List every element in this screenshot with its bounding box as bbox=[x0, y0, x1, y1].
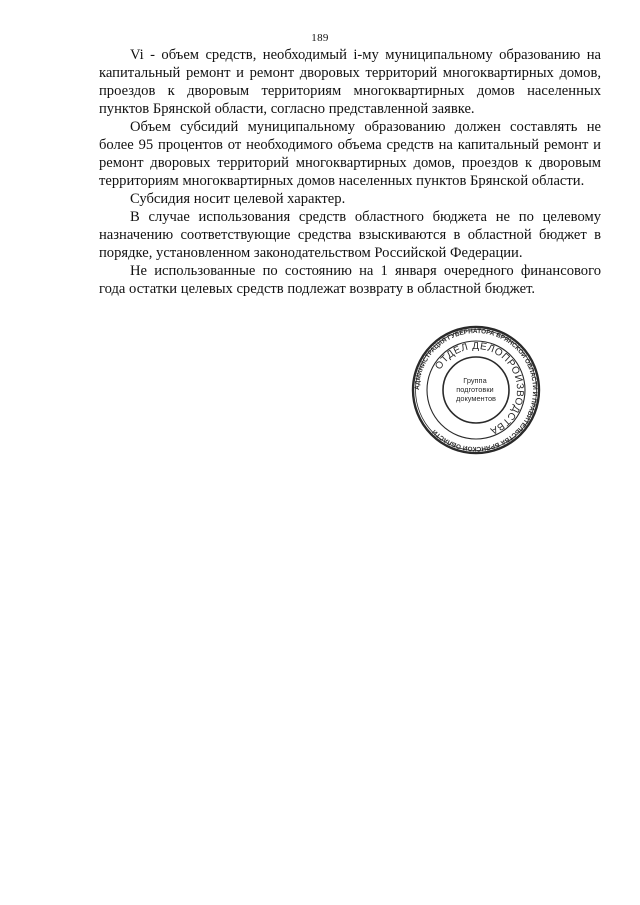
paragraph-refund: Не использованные по состоянию на 1 января очередного финансового года остатки целевых средств подлежат возврату в областной бюджет. bbox=[99, 263, 601, 297]
svg-text:Группа подготовки bbox=[456, 376, 496, 403]
page-number: 189 bbox=[311, 32, 329, 44]
paragraph-subsidy-limit: Объем субсидий муниципальному образованию должен составлять не более 95 процентов от необходимого объема средств на капитальный ремонт и ремонт дворовых территорий многоквартирных домов, проездов к дворовым территориям многоквартирных домов населенных пунктов Брянской области. bbox=[99, 119, 601, 189]
paragraph-misuse: В случае использования средств областного бюджета не по целевому назначению соответствующие средства взыскиваются в областной бюджет в порядке, установленном законодательством Российской Федерации. bbox=[99, 209, 601, 261]
stamp-inner-text: ОТДЕЛ ДЕЛОПРОИЗВОДСТВА bbox=[433, 340, 526, 437]
office-stamp bbox=[411, 325, 541, 455]
stamp-center-line-1: Группа bbox=[463, 376, 487, 385]
paragraph-formula-definition: Vi - объем средств, необходимый i-му муниципальному образованию на капитальный ремонт и ремонт дворовых территорий многоквартирных домов, проездов к дворовым территориям многоквартирных домов населенных пунктов Брянской области, согласно представленной заявке. bbox=[99, 47, 601, 117]
stamp-center-line-2: подготовки bbox=[456, 385, 494, 394]
paragraph-purpose: Субсидия носит целевой характер. bbox=[130, 191, 346, 207]
stamp-outer-text: АДМИНИСТРАЦИЯ ГУБЕРНАТОРА БРЯНСКОЙ ОБЛАСТИ И ПРАВИТЕЛЬСТВА БРЯНСКОЙ ОБЛАСТИ bbox=[413, 327, 539, 453]
document-body bbox=[99, 46, 601, 298]
stamp-seal-icon bbox=[411, 325, 541, 455]
stamp-center-line-3: документов bbox=[456, 394, 496, 403]
